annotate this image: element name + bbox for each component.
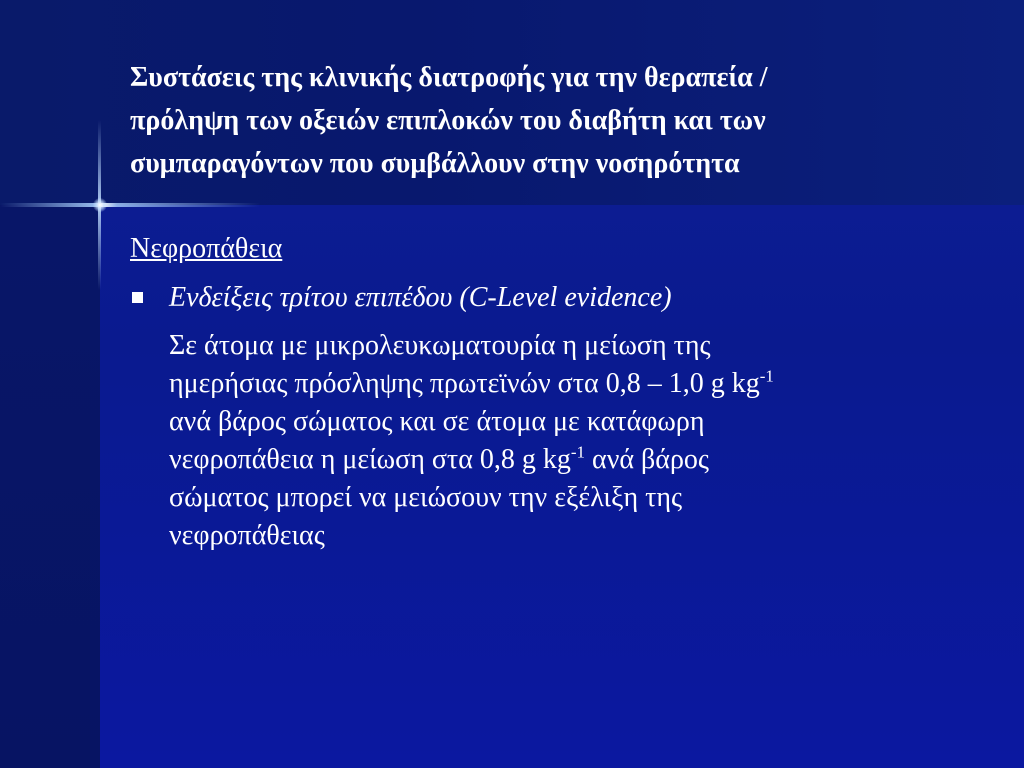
section-heading: Νεφροπάθεια [130,233,283,264]
bullet-text: Ενδείξεις τρίτου επιπέδου (C-Level evidence) [169,282,672,313]
title-line-2: πρόληψη των οξειών επιπλοκών του διαβήτη και των [130,105,766,136]
body-line-3: ανά βάρος σώματος και σε άτομα με κατάφωρη [169,406,705,437]
sparkle-icon [93,198,107,212]
bullet-item [130,279,920,317]
superscript-2: -1 [570,442,586,462]
body-line-4a: νεφροπάθεια η μείωση στα 0,8 g kg [169,444,571,475]
body-paragraph [169,327,920,555]
square-bullet-icon [132,292,143,303]
body-line-2: ημερήσιας πρόσληψης πρωτεϊνών στα 0,8 – 1,0 g kg [169,368,760,399]
body-line-1: Σε άτομα με μικρολευκωματουρία η μείωση της [169,330,711,361]
left-band [0,205,100,768]
slide-title [130,56,950,185]
title-line-3: συμπαραγόντων που συμβάλλουν στην νοσηρότητα [130,148,740,179]
body-line-6: νεφροπάθειας [169,520,325,551]
title-line-1: Συστάσεις της κλινικής διατροφής για την θεραπεία / [130,62,768,93]
slide-content [130,230,920,555]
body-line-4b: ανά βάρος [585,444,710,475]
sparkle-horizontal [0,203,260,207]
body-line-5: σώματος μπορεί να μειώσουν την εξέλιξη της [169,482,683,513]
superscript-1: -1 [759,366,774,386]
